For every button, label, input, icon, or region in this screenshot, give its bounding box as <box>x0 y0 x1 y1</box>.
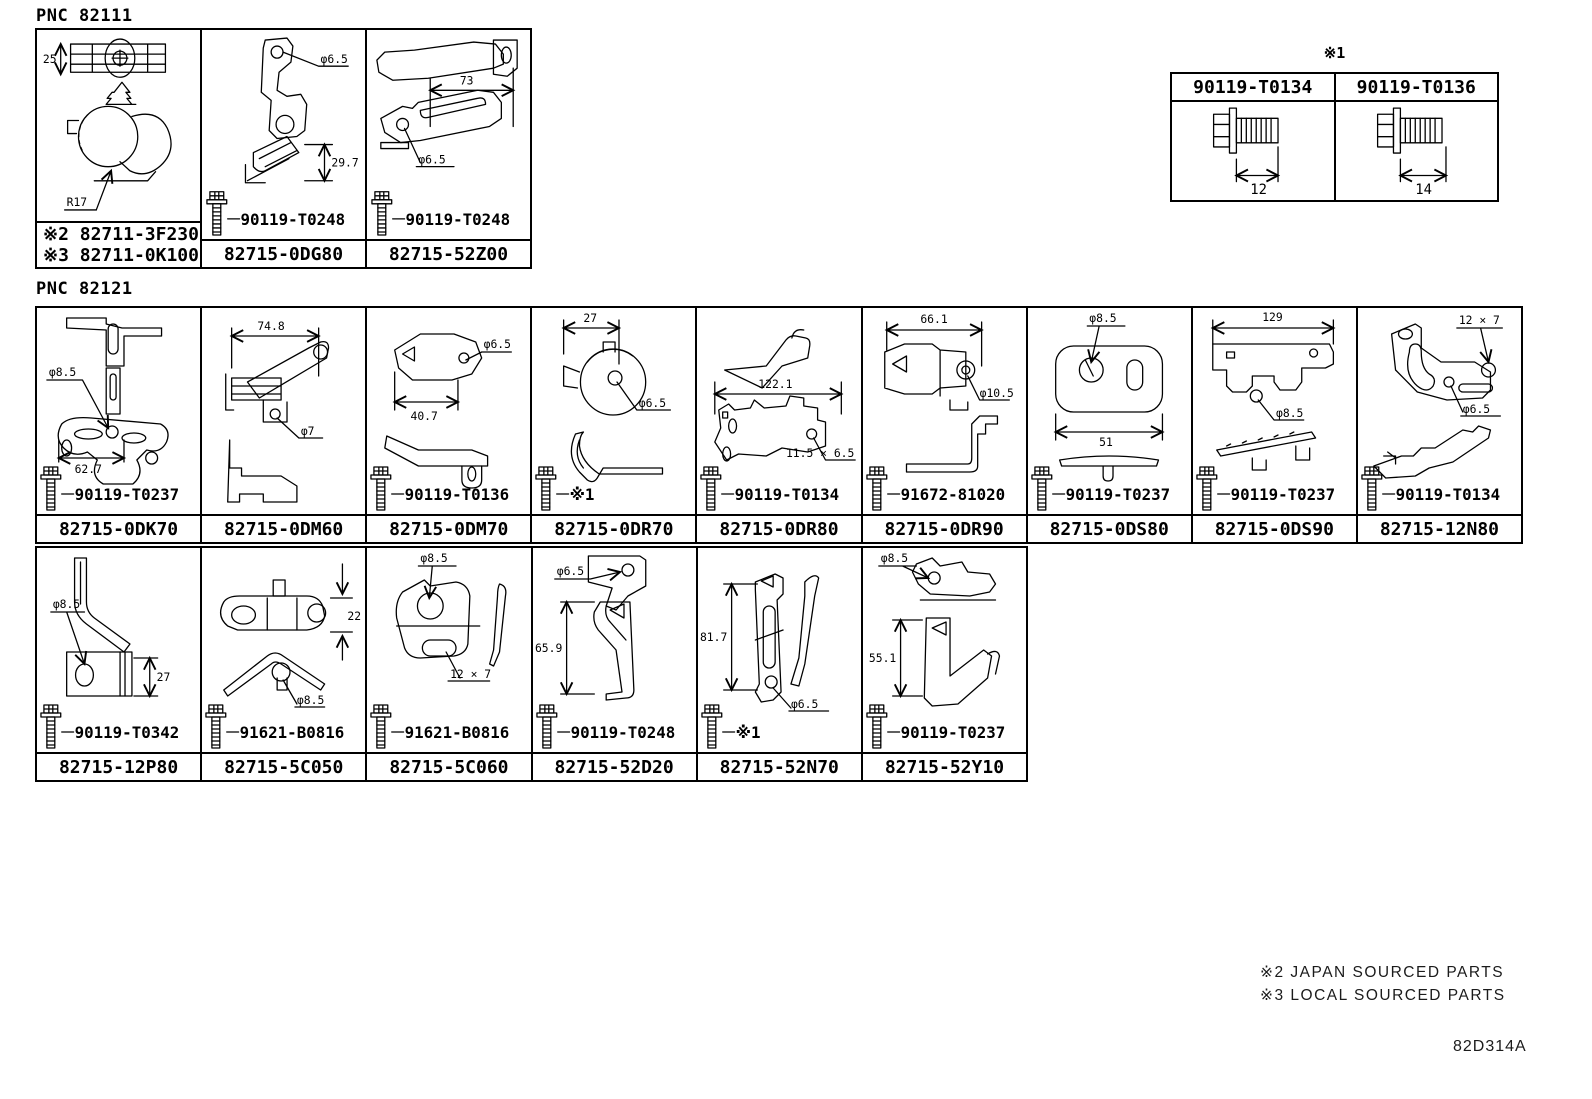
bracket-drawing <box>367 548 530 752</box>
dim-label: φ6.5 <box>483 336 512 352</box>
part-number: 82715-0DS80 <box>1028 514 1191 542</box>
pnc-82121-label: PNC 82121 <box>36 279 133 299</box>
dim-label: φ8.5 <box>880 550 909 566</box>
bolt-part-number: ※1 <box>569 484 595 505</box>
part-number: 82715-0DR70 <box>532 514 695 542</box>
dim-label: 65.9 <box>534 640 562 656</box>
bolt-part-number: 90119-T0237 <box>1065 484 1170 505</box>
dim-label: 55.1 <box>868 650 897 666</box>
mounting-bolt <box>371 467 509 510</box>
mounting-bolt <box>702 705 761 748</box>
dim-label: 29.7 <box>331 155 359 170</box>
dim-label: 12 × 7 <box>450 666 492 682</box>
dim-label: 40.7 <box>410 408 439 424</box>
bracket-drawing <box>202 548 365 752</box>
part-number: 82715-52N70 <box>698 752 861 780</box>
dim-label: 122.1 <box>758 376 793 392</box>
part-cell <box>37 30 200 267</box>
bolt-part-number: 91621-B0816 <box>239 722 345 743</box>
bolt-part-number: 90119-T0134 <box>735 484 840 505</box>
part-number: 82715-5C060 <box>367 752 530 780</box>
part-cell <box>861 548 1026 780</box>
bracket-drawing-area <box>202 30 365 239</box>
dim-label: 27 <box>583 310 598 326</box>
bracket-drawing <box>698 548 861 752</box>
bolt-part-number: 90119-T0136 <box>404 484 510 505</box>
dim-label: R17 <box>66 194 88 209</box>
mounting-bolt <box>41 705 179 748</box>
footnote-local-sourced: ※3 LOCAL SOURCED PARTS <box>1260 987 1506 1004</box>
part-cell <box>365 308 530 542</box>
dim-label: φ6.5 <box>556 563 584 579</box>
dim-label: 12 × 7 <box>1458 312 1500 328</box>
dim-label: φ10.5 <box>979 385 1014 401</box>
dim-label: 25 <box>42 52 57 67</box>
dim-label: 73 <box>459 73 474 88</box>
mounting-bolt <box>536 467 594 510</box>
dim-label: 12 <box>1250 181 1267 198</box>
mounting-bolt <box>1197 467 1335 510</box>
bracket-drawing <box>1358 308 1521 514</box>
dim-label: 81.7 <box>699 629 728 645</box>
part-cell <box>695 308 860 542</box>
bracket-drawing <box>532 308 695 514</box>
mounting-bolt <box>1362 467 1500 510</box>
mounting-bolt <box>372 192 510 235</box>
part-cell <box>200 548 365 780</box>
part-number: 82715-52Z00 <box>367 239 530 267</box>
mounting-bolt <box>867 705 1005 748</box>
part-cell <box>531 548 696 780</box>
dim-label: 22 <box>347 608 362 624</box>
dim-label: φ8.5 <box>297 692 325 708</box>
part-cell <box>365 30 530 267</box>
figure-code: 82D314A <box>1453 1038 1527 1055</box>
dim-label: φ6.5 <box>639 395 667 411</box>
part-cell <box>37 308 200 542</box>
bolt-part-number: 90119-T0136 <box>1336 74 1498 102</box>
bolt-drawing <box>1336 102 1498 200</box>
part-cell <box>1356 308 1521 542</box>
bracket-drawing <box>863 548 1026 752</box>
dim-label: φ8.5 <box>1275 405 1304 421</box>
part-number: 82715-12P80 <box>37 752 200 780</box>
mounting-bolt <box>867 467 1005 510</box>
mounting-bolt <box>207 192 345 235</box>
bolt-part-number: 90119-T0237 <box>900 722 1006 743</box>
bolt-drawing-area <box>1336 102 1498 200</box>
bolt-part-number: 91621-B0816 <box>404 722 510 743</box>
bolt-part-number: 90119-T0342 <box>74 722 180 743</box>
dim-label: φ6.5 <box>1462 401 1491 417</box>
bolt-reference-table <box>1170 72 1499 202</box>
clamp-drawing <box>37 30 200 221</box>
dim-label: φ6.5 <box>790 696 819 712</box>
part-cell <box>1026 308 1191 542</box>
bracket-drawing <box>367 30 530 239</box>
bolt-part-number: 90119-T0248 <box>240 209 346 229</box>
part-number: 82715-0DG80 <box>202 239 365 267</box>
bolt-drawing <box>1172 102 1334 200</box>
pnc-82111-table <box>35 28 532 269</box>
bracket-drawing-area <box>367 30 530 239</box>
bracket-drawing-area <box>37 30 200 221</box>
bracket-drawing <box>202 30 365 239</box>
part-cell <box>200 308 365 542</box>
mounting-bolt <box>1032 467 1170 510</box>
dim-label: 66.1 <box>919 311 948 327</box>
dim-label: 11.5 × 6.5 <box>786 445 855 461</box>
bracket-drawing <box>37 308 200 514</box>
bolt-part-number: 90119-T0237 <box>74 484 180 505</box>
dim-label: φ6.5 <box>320 52 348 67</box>
mounting-bolt <box>206 705 344 748</box>
dim-label: φ6.5 <box>418 152 446 167</box>
bolt-part-number: 90119-T0134 <box>1395 484 1501 505</box>
dim-label: φ7 <box>300 423 315 439</box>
mounting-bolt <box>371 705 509 748</box>
part-number: 82715-52Y10 <box>863 752 1026 780</box>
part-numbers <box>37 221 200 267</box>
dim-label: φ8.5 <box>420 550 449 566</box>
bracket-drawing <box>1193 308 1356 514</box>
footnotes <box>1260 961 1506 1007</box>
part-cell <box>696 548 861 780</box>
dim-label: 27 <box>156 669 171 685</box>
part-cell <box>365 548 530 780</box>
part-number: 82715-0DR90 <box>863 514 1026 542</box>
pnc-82111-label: PNC 82111 <box>36 6 133 26</box>
dim-label: φ8.5 <box>48 364 77 380</box>
bracket-drawing <box>697 308 860 514</box>
part-number: ※2 82711-3F230 <box>43 224 199 245</box>
bolt-part-number: 90119-T0237 <box>1230 484 1335 505</box>
bracket-drawing <box>367 308 530 514</box>
part-number: 82715-0DS90 <box>1193 514 1356 542</box>
footnote-japan-sourced: ※2 JAPAN SOURCED PARTS <box>1260 964 1505 981</box>
bolt-drawing-area <box>1172 102 1334 200</box>
bracket-drawing <box>863 308 1026 514</box>
part-number: 82715-0DM60 <box>202 514 365 542</box>
part-cell <box>37 548 200 780</box>
bracket-drawing <box>533 548 696 752</box>
mounting-bolt <box>536 705 674 748</box>
part-number: ※3 82711-0K100 <box>43 245 199 266</box>
dim-label: φ8.5 <box>52 596 81 612</box>
pnc-82121-row1 <box>35 306 1523 544</box>
part-number: 82715-5C050 <box>202 752 365 780</box>
part-cell <box>1191 308 1356 542</box>
bolt-part-number: 91672-81020 <box>900 484 1005 505</box>
dim-label: 51 <box>1098 434 1113 450</box>
part-cell <box>861 308 1026 542</box>
part-number: 82715-0DR80 <box>697 514 860 542</box>
part-number: 82715-0DM70 <box>367 514 530 542</box>
dim-label: 74.8 <box>257 318 285 334</box>
bolt-part-number: 90119-T0248 <box>570 722 675 743</box>
dim-label: 14 <box>1414 181 1432 198</box>
part-cell <box>200 30 365 267</box>
part-cell <box>530 308 695 542</box>
part-number: 82715-0DK70 <box>37 514 200 542</box>
bolt-column <box>1172 74 1334 200</box>
bracket-drawing <box>1028 308 1191 514</box>
part-number: 82715-52D20 <box>533 752 696 780</box>
bolt-table-note: ※1 <box>1323 44 1346 62</box>
bracket-drawing <box>37 548 200 752</box>
bolt-column <box>1334 74 1498 200</box>
dim-label: 62.7 <box>74 461 102 477</box>
dim-label: 129 <box>1261 309 1283 325</box>
part-number: 82715-12N80 <box>1358 514 1521 542</box>
dim-label: φ8.5 <box>1088 310 1117 326</box>
mounting-bolt <box>701 467 839 510</box>
bolt-part-number: ※1 <box>735 722 761 743</box>
bracket-drawing <box>202 308 365 514</box>
bolt-part-number: 90119-T0248 <box>405 209 511 229</box>
pnc-82121-row2 <box>35 546 1028 782</box>
bolt-part-number: 90119-T0134 <box>1172 74 1334 102</box>
mounting-bolt <box>41 467 179 510</box>
